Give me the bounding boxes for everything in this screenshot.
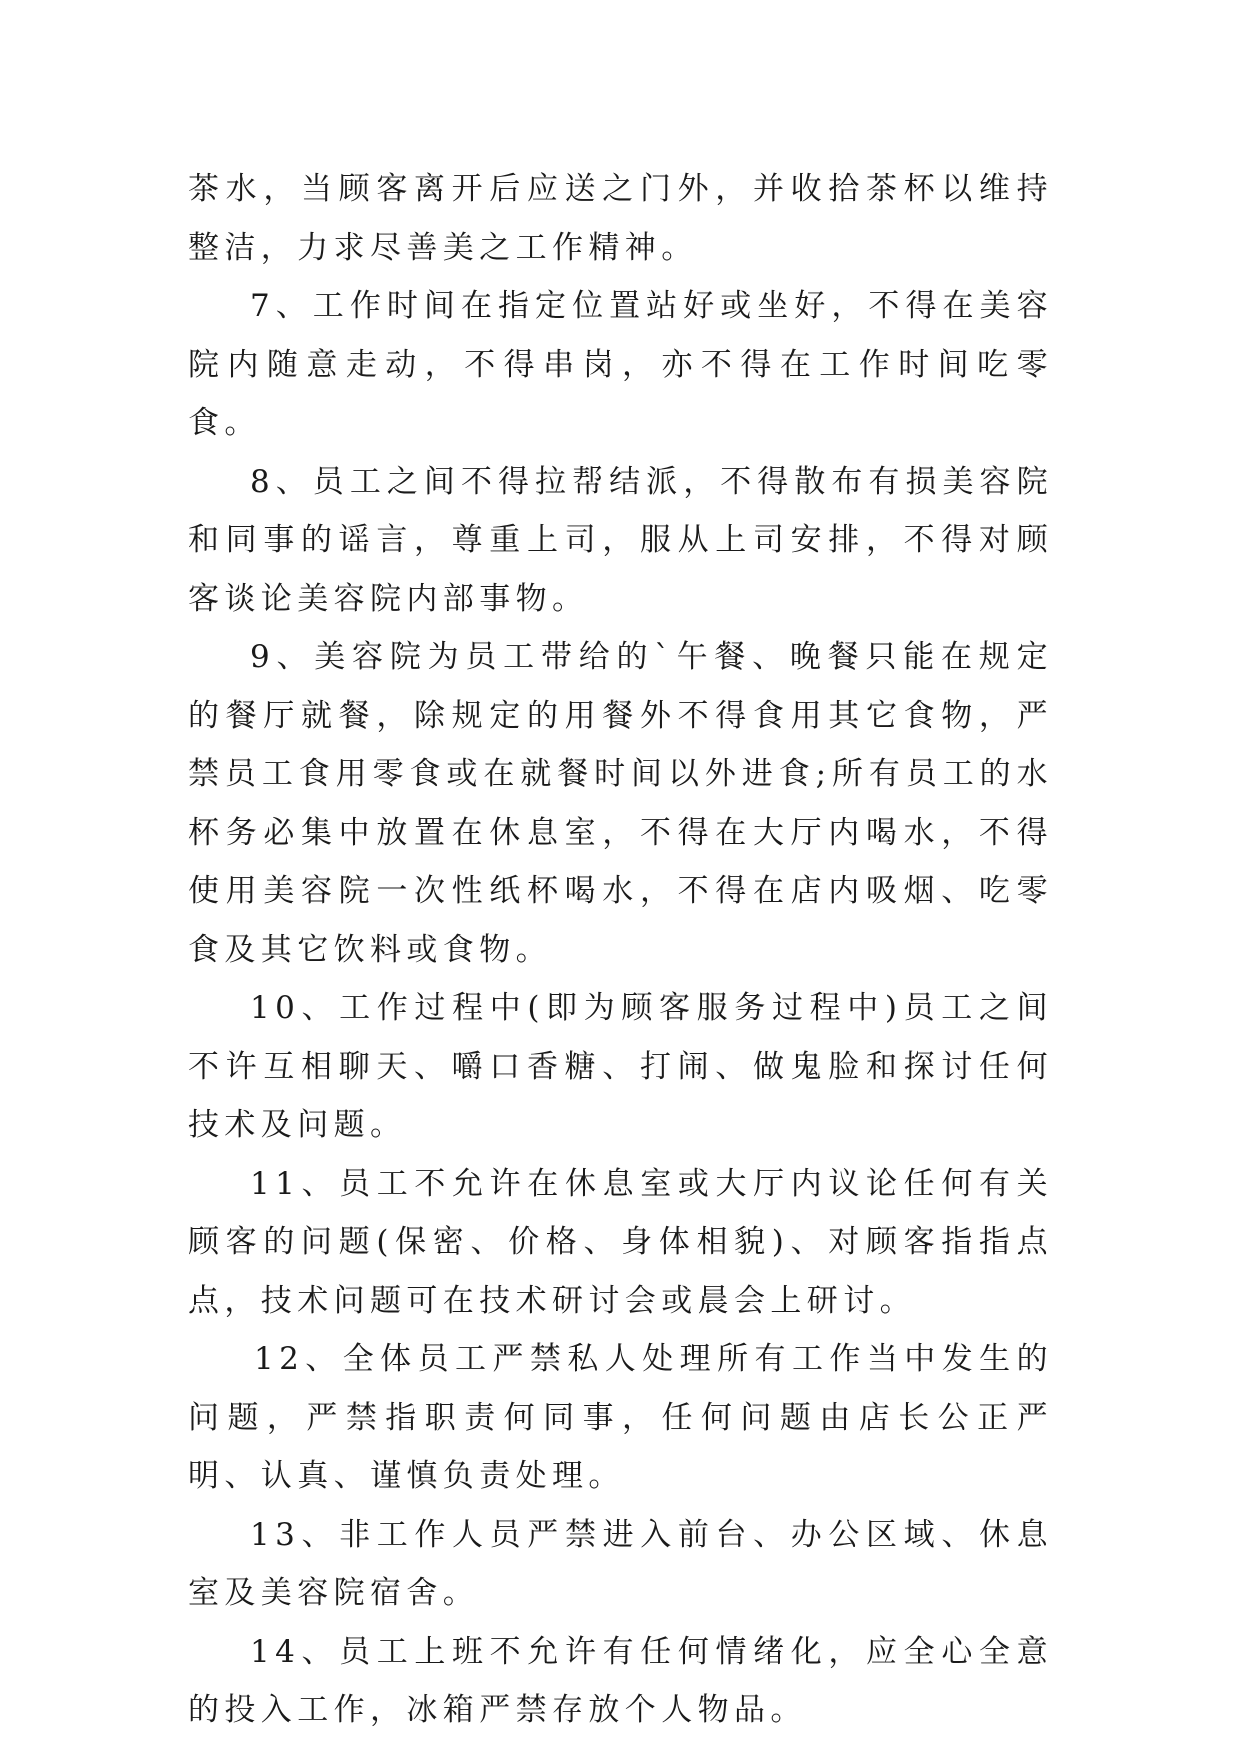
paragraph-rule-7: 7、工作时间在指定位置站好或坐好，不得在美容院内随意走动，不得串岗，亦不得在工作时间吃零食。 (188, 288, 1053, 441)
paragraph-rule-9: 9、美容院为员工带给的`午餐、晚餐只能在规定的餐厅就餐，除规定的用餐外不得食用其它食物，严禁员工食用零食或在就餐时间以外进食;所有员工的水杯务必集中放置在休息室，不得在大厅内喝水，不得使用美容院一次性纸杯喝水，不得在店内吸烟、吃零食及其它饮料或食物。 (188, 639, 1053, 968)
paragraph-rule-11: 11、员工不允许在休息室或大厅内议论任何有关顾客的问题(保密、价格、身体相貌)、对顾客指指点点，技术问题可在技术研讨会或晨会上研讨。 (188, 1165, 1053, 1319)
paragraph-rule-8: 8、员工之间不得拉帮结派，不得散布有损美容院和同事的谣言，尊重上司，服从上司安排，不得对顾客谈论美容院内部事物。 (188, 463, 1053, 617)
paragraph-rule-12: 12、全体员工严禁私人处理所有工作当中发生的问题，严禁指职责何同事，任何问题由店长公正严明、认真、谨慎负责处理。 (188, 1341, 1053, 1494)
paragraph-rule-14: 14、员工上班不允许有任何情绪化，应全心全意的投入工作，冰箱严禁存放个人物品。 (188, 1633, 1053, 1728)
document-page (188, 160, 1053, 1740)
paragraph-continuation: 茶水，当顾客离开后应送之门外，并收拾茶杯以维持整洁，力求尽善美之工作精神。 (188, 171, 1053, 266)
paragraph-rule-10: 10、工作过程中(即为顾客服务过程中)员工之间不许互相聊天、嚼口香糖、打闹、做鬼脸和探讨任何技术及问题。 (188, 990, 1053, 1143)
paragraph-rule-13: 13、非工作人员严禁进入前台、办公区域、休息室及美容院宿舍。 (188, 1516, 1053, 1611)
